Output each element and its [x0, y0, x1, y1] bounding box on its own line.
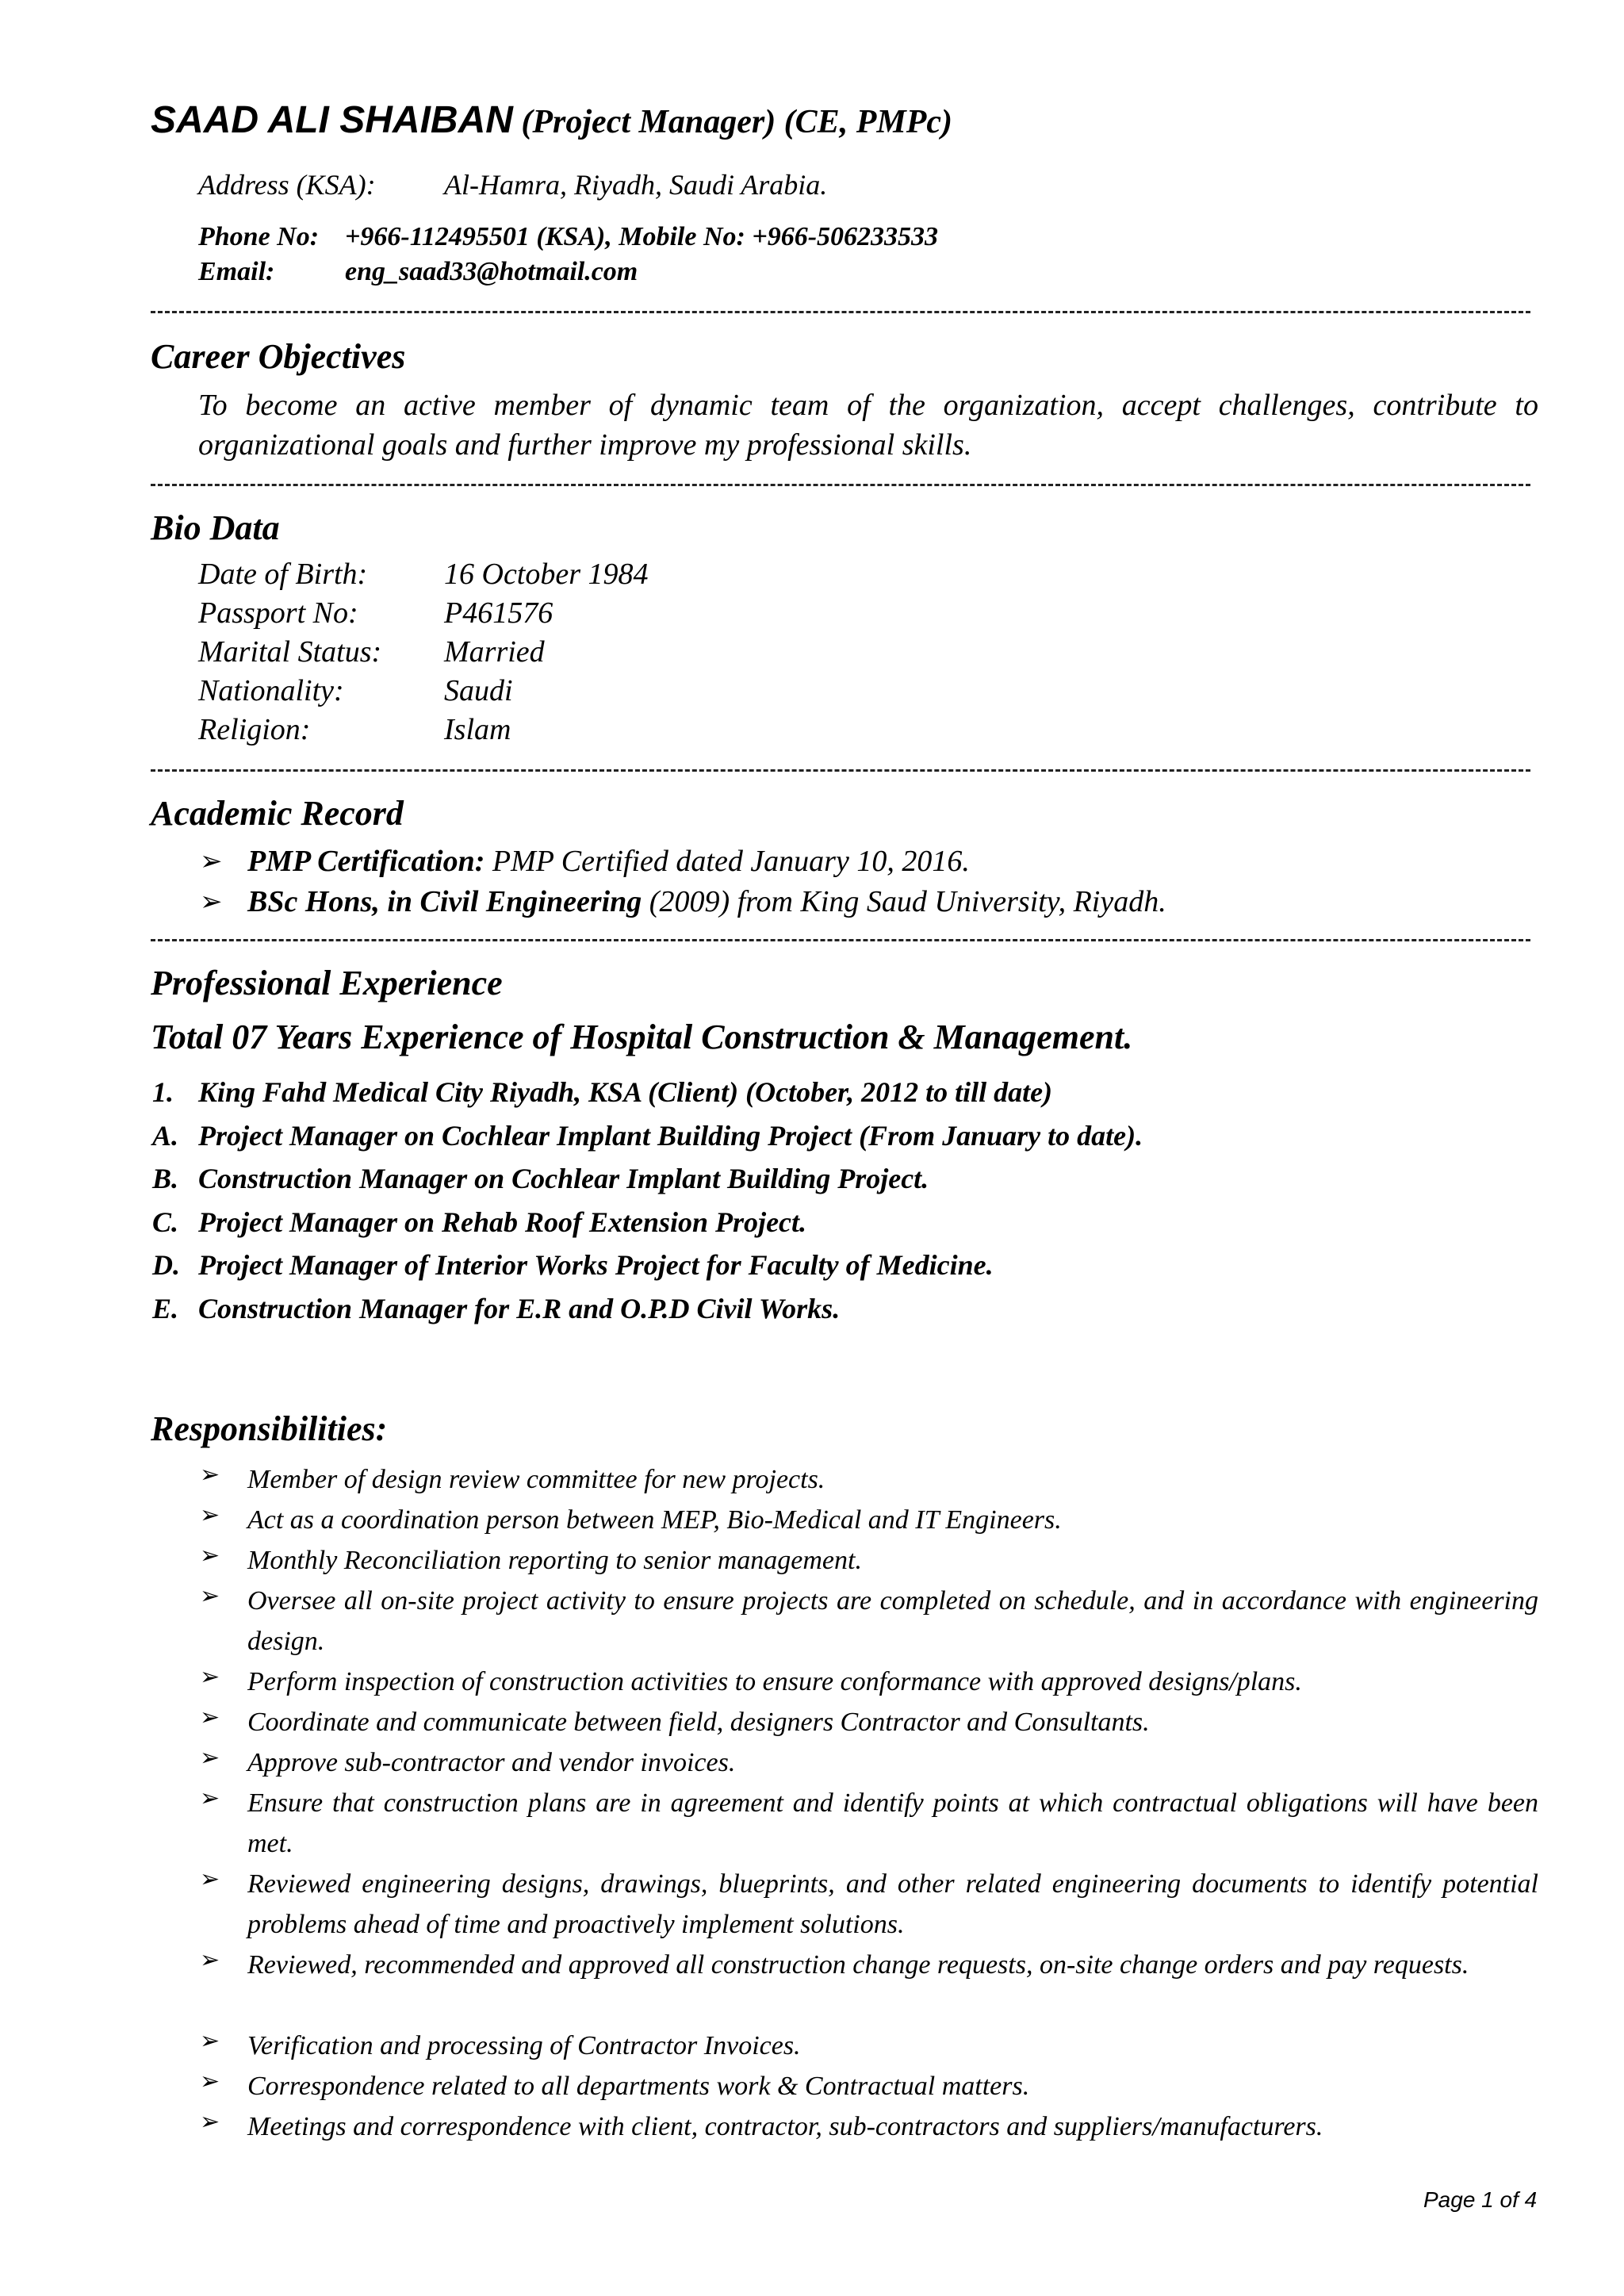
responsibility-item: Reviewed, recommended and approved all construction change requests, on-site change orders and pay requests.	[247, 1950, 1469, 1980]
career-heading: Career Objectives	[151, 337, 406, 376]
arrow-bullet-icon: ➢	[200, 1704, 220, 1731]
address-value: Al-Hamra, Riyadh, Saudi Arabia.	[444, 169, 828, 201]
candidate-title: (Project Manager) (CE, PMPc)	[512, 104, 952, 140]
arrow-bullet-icon: ➢	[200, 886, 223, 918]
arrow-bullet-icon: ➢	[200, 2027, 220, 2055]
experience-marker: C.	[152, 1205, 179, 1238]
bio-label: Date of Birth:	[198, 558, 368, 591]
experience-marker: D.	[152, 1249, 180, 1281]
experience-item: Construction Manager on Cochlear Implant Building Project.	[198, 1163, 929, 1194]
academic-item	[247, 884, 1166, 919]
resume-name-line	[151, 98, 952, 142]
arrow-bullet-icon: ➢	[200, 1461, 220, 1489]
responsibility-item: Oversee all on-site project activity to ensure projects are completed on schedule, and in accordance with engineering design.	[247, 1586, 1538, 1656]
academic-item-title: BSc Hons, in Civil Engineering	[247, 885, 642, 918]
arrow-bullet-icon: ➢	[200, 2068, 220, 2095]
bio-heading: Bio Data	[151, 508, 280, 547]
responsibility-item: Correspondence related to all departments work & Contractual matters.	[247, 2072, 1030, 2101]
candidate-name: SAAD ALI SHAIBAN	[151, 99, 513, 141]
experience-item: Construction Manager for E.R and O.P.D Civil Works.	[198, 1292, 841, 1324]
email-value: eng_saad33@hotmail.com	[345, 257, 638, 286]
responsibility-item: Approve sub-contractor and vendor invoices.	[247, 1748, 736, 1777]
responsibility-item: Meetings and correspondence with client, contractor, sub-contractors and suppliers/manufacturers.	[247, 2112, 1323, 2141]
bio-value: Islam	[444, 713, 511, 746]
address-label: Address (KSA):	[198, 169, 376, 201]
section-divider	[151, 939, 1530, 941]
page-number: Page 1 of 4	[1423, 2187, 1538, 2212]
responsibility-item: Member of design review committee for new projects.	[247, 1465, 825, 1494]
bio-value: P461576	[444, 596, 553, 630]
bio-value: Saudi	[444, 674, 513, 707]
responsibilities-heading: Responsibilities:	[151, 1409, 388, 1448]
responsibility-item: Perform inspection of construction activities to ensure conformance with approved designs/plans.	[247, 1667, 1302, 1696]
section-divider	[151, 484, 1530, 486]
academic-heading: Academic Record	[151, 794, 404, 833]
experience-marker: E.	[152, 1292, 179, 1324]
email-label: Email:	[198, 257, 275, 286]
experience-heading: Professional Experience	[151, 964, 503, 1002]
responsibility-item: Monthly Reconciliation reporting to senior management.	[247, 1546, 862, 1575]
arrow-bullet-icon: ➢	[200, 1542, 220, 1570]
arrow-bullet-icon: ➢	[200, 1946, 220, 1974]
experience-marker: A.	[152, 1119, 179, 1152]
academic-item	[247, 844, 970, 879]
section-divider	[151, 311, 1530, 313]
responsibility-item: Reviewed engineering designs, drawings, blueprints, and other related engineering documents to identify potential problems ahead of time and proactively implement solutions.	[247, 1869, 1538, 1939]
academic-item-detail: (2009) from King Saud University, Riyadh.	[642, 885, 1166, 918]
experience-item: Project Manager on Rehab Roof Extension Project.	[198, 1205, 807, 1238]
bio-value: Married	[444, 635, 545, 669]
bio-label: Marital Status:	[198, 635, 382, 669]
arrow-bullet-icon: ➢	[200, 1784, 220, 1812]
arrow-bullet-icon: ➢	[200, 1501, 220, 1529]
arrow-bullet-icon: ➢	[200, 1663, 220, 1691]
experience-subheading: Total 07 Years Experience of Hospital Construction & Management.	[151, 1018, 1133, 1056]
bio-value: 16 October 1984	[444, 558, 649, 591]
experience-item: King Fahd Medical City Riyadh, KSA (Client) (October, 2012 to till date)	[198, 1076, 1053, 1108]
phone-label: Phone No:	[198, 222, 320, 251]
responsibility-item: Verification and processing of Contractor Invoices.	[247, 2031, 801, 2060]
responsibility-item: Act as a coordination person between MEP, Bio-Medical and IT Engineers.	[247, 1505, 1062, 1535]
arrow-bullet-icon: ➢	[200, 2108, 220, 2136]
bio-label: Nationality:	[198, 674, 344, 707]
career-text: To become an active member of dynamic team of the organization, accept challenges, contribute to organizational goals and further improve my professional skills.	[198, 389, 1538, 462]
arrow-bullet-icon: ➢	[200, 1865, 220, 1893]
bio-label: Passport No:	[198, 596, 358, 630]
academic-item-detail: PMP Certified dated January 10, 2016.	[485, 845, 970, 878]
arrow-bullet-icon: ➢	[200, 1744, 220, 1772]
experience-marker: B.	[152, 1163, 179, 1194]
arrow-bullet-icon: ➢	[200, 845, 223, 877]
academic-item-title: PMP Certification:	[247, 845, 485, 878]
bio-label: Religion:	[198, 713, 311, 746]
responsibility-item: Coordinate and communicate between field, designers Contractor and Consultants.	[247, 1708, 1150, 1737]
experience-item: Project Manager of Interior Works Project for Faculty of Medicine.	[198, 1249, 994, 1281]
responsibility-item: Ensure that construction plans are in agreement and identify points at which contractual obligations will have been met.	[247, 1788, 1538, 1858]
experience-marker: 1.	[152, 1076, 174, 1108]
arrow-bullet-icon: ➢	[200, 1582, 220, 1610]
section-divider	[151, 769, 1530, 772]
experience-item: Project Manager on Cochlear Implant Building Project (From January to date).	[198, 1119, 1143, 1152]
phone-value: +966-112495501 (KSA), Mobile No: +966-506233533	[345, 222, 939, 251]
